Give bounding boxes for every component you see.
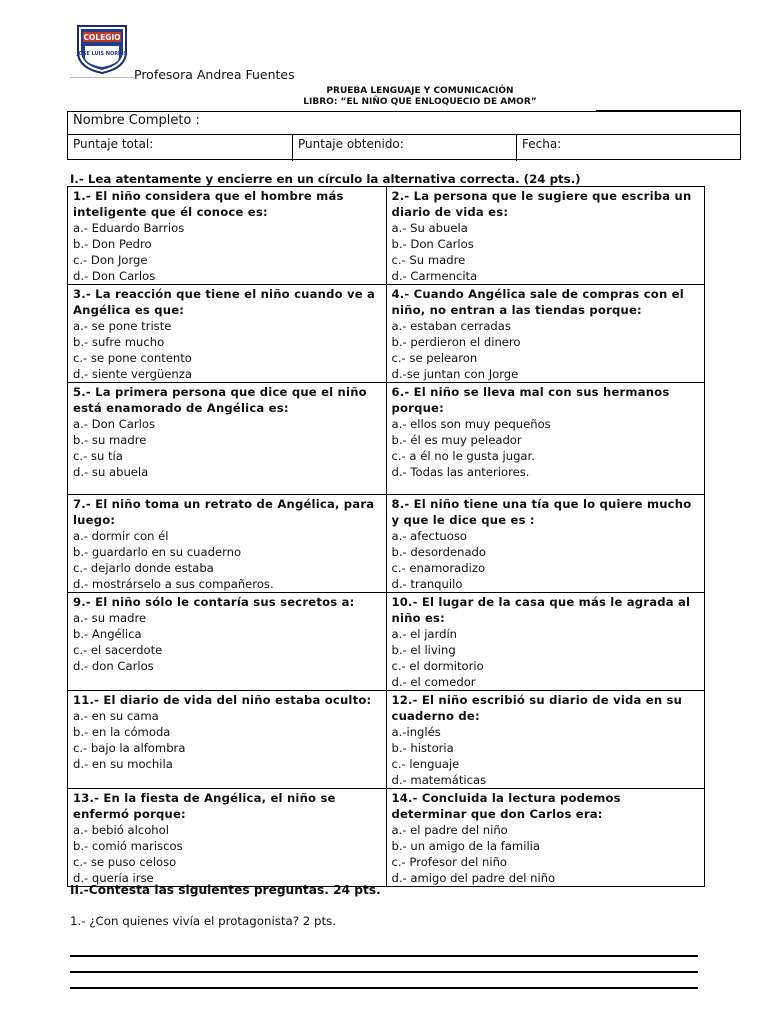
question-text: 7.- El niño toma un retrato de Angélica, para luego: — [73, 497, 375, 527]
answer-option[interactable]: c.- se pelearon — [391, 351, 478, 365]
answer-option[interactable]: d.- el comedor — [391, 675, 476, 689]
answer-option[interactable]: c.- dejarlo donde estaba — [73, 561, 214, 575]
answer-option[interactable]: c.- bajo la alfombra — [73, 741, 186, 755]
answer-option[interactable]: b.- comió mariscos — [73, 839, 183, 853]
question-cell — [68, 383, 387, 495]
answer-option[interactable]: a.- afectuoso — [391, 529, 467, 543]
score-row — [68, 134, 740, 161]
section-1-heading: I.- Lea atentamente y encierre en un círculo la alternativa correcta. (24 pts.) — [70, 172, 581, 186]
answer-option[interactable]: b.- Don Pedro — [73, 237, 152, 251]
answer-option[interactable]: b.- perdieron el dinero — [391, 335, 521, 349]
question-cell — [68, 495, 387, 593]
name-field-label[interactable]: Nombre Completo : — [73, 113, 200, 128]
obtained-score-field[interactable]: Puntaje obtenido: — [292, 135, 516, 161]
answer-line[interactable] — [70, 971, 698, 973]
answer-option[interactable]: b.- el living — [391, 643, 456, 657]
answer-option[interactable]: c.- a él no le gusta jugar. — [391, 449, 535, 463]
answer-option[interactable]: b.- su madre — [73, 433, 147, 447]
question-row — [68, 383, 705, 495]
answer-option[interactable]: d.- Carmencita — [391, 269, 478, 283]
answer-option[interactable]: d.- amigo del padre del niño — [391, 871, 556, 885]
section-2-heading: II.-Contesta las siguientes preguntas. 24 pts. — [70, 883, 381, 897]
teacher-name: Profesora Andrea Fuentes — [134, 67, 295, 82]
question-row — [68, 285, 705, 383]
answer-option[interactable]: c.- enamoradizo — [391, 561, 486, 575]
question-text: 2.- La persona que le sugiere que escriba un diario de vida es: — [391, 189, 692, 219]
answer-option[interactable]: d.- su abuela — [73, 465, 149, 479]
question-cell — [68, 691, 387, 789]
answer-option[interactable]: a.- bebió alcohol — [73, 823, 169, 837]
answer-option[interactable]: a.-inglés — [391, 725, 441, 739]
answer-option[interactable]: d.- don Carlos — [73, 659, 154, 673]
question-cell — [386, 495, 705, 593]
question-text: 14.- Concluida la lectura podemos determinar que don Carlos era: — [391, 791, 621, 821]
question-cell — [68, 789, 387, 887]
answer-option[interactable]: c.- Profesor del niño — [391, 855, 508, 869]
question-text: 1.- El niño considera que el hombre más inteligente que él conoce es: — [73, 189, 344, 219]
book-title: LIBRO: “EL NIÑO QUE ENLOQUECIO DE AMOR” — [303, 97, 537, 107]
answer-option[interactable]: c.- lenguaje — [391, 757, 460, 771]
answer-option[interactable]: d.- en su mochila — [73, 757, 173, 771]
question-cell — [386, 593, 705, 691]
answer-line[interactable] — [70, 955, 698, 957]
question-cell — [68, 187, 387, 285]
question-cell — [386, 187, 705, 285]
answer-option[interactable]: a.- estaban cerradas — [391, 319, 511, 333]
question-row — [68, 691, 705, 789]
questions-table — [67, 186, 705, 887]
question-text: 13.- En la fiesta de Angélica, el niño se enfermó porque: — [73, 791, 336, 821]
question-text: 3.- La reacción que tiene el niño cuando ve a Angélica es que: — [73, 287, 376, 317]
question-row — [68, 187, 705, 285]
question-row — [68, 789, 705, 887]
answer-option[interactable]: d.- siente vergüenza — [73, 367, 192, 381]
answer-option[interactable]: d.- Todas las anteriores. — [391, 465, 530, 479]
answer-option[interactable]: b.- desordenado — [391, 545, 486, 559]
answer-option[interactable]: b.- guardarlo en su cuaderno — [73, 545, 242, 559]
answer-option[interactable]: d.- mostrárselo a sus compañeros. — [73, 577, 274, 591]
answer-option[interactable]: a.- en su cama — [73, 709, 159, 723]
answer-option[interactable]: c.- Su madre — [391, 253, 466, 267]
answer-line[interactable] — [70, 987, 698, 989]
exam-title: PRUEBA LENGUAJE Y COMUNICACIÓN — [326, 86, 514, 96]
answer-option[interactable]: a.- Eduardo Barrios — [73, 221, 185, 235]
answer-option[interactable]: b.- sufre mucho — [73, 335, 165, 349]
question-text: 10.- El lugar de la casa que más le agrada al niño es: — [391, 595, 691, 625]
question-text: 8.- El niño tiene una tía que lo quiere mucho y que le dice que es : — [391, 497, 692, 527]
answer-option[interactable]: a.- se pone triste — [73, 319, 172, 333]
answer-option[interactable]: a.- Don Carlos — [73, 417, 156, 431]
answer-option[interactable]: c.- Don Jorge — [73, 253, 148, 267]
answer-option[interactable]: d.- tranquilo — [391, 577, 463, 591]
date-field[interactable]: Fecha: — [516, 135, 742, 161]
question-cell — [68, 593, 387, 691]
question-text: 6.- El niño se lleva mal con sus hermanos porque: — [391, 385, 670, 415]
answer-option[interactable]: d.-se juntan con Jorge — [391, 367, 519, 381]
answer-option[interactable]: c.- el sacerdote — [73, 643, 163, 657]
answer-option[interactable]: a.- ellos son muy pequeños — [391, 417, 551, 431]
answer-option[interactable]: a.- el jardín — [391, 627, 458, 641]
answer-option[interactable]: d.- matemáticas — [391, 773, 487, 787]
question-row — [68, 593, 705, 691]
question-text: 4.- Cuando Angélica sale de compras con el niño, no entran a las tiendas porque: — [391, 287, 684, 317]
school-logo — [75, 24, 129, 74]
open-question-1: 1.- ¿Con quienes vivía el protagonista? 2 pts. — [70, 914, 337, 928]
answer-option[interactable]: c.- el dormitorio — [391, 659, 484, 673]
answer-option[interactable]: b.- en la cómoda — [73, 725, 171, 739]
answer-option[interactable]: a.- Su abuela — [391, 221, 468, 235]
answer-option[interactable]: b.- historia — [391, 741, 454, 755]
answer-option[interactable]: b.- él es muy peleador — [391, 433, 522, 447]
answer-option[interactable]: b.- Don Carlos — [391, 237, 474, 251]
answer-option[interactable]: c.- se puso celoso — [73, 855, 177, 869]
question-cell — [68, 285, 387, 383]
question-cell — [386, 691, 705, 789]
answer-option[interactable]: a.- su madre — [73, 611, 147, 625]
logo-text: COLEGIO — [83, 33, 121, 42]
question-cell — [386, 383, 705, 495]
question-text: 9.- El niño sólo le contaría sus secretos a: — [73, 595, 355, 609]
answer-option[interactable]: d.- Don Carlos — [73, 269, 156, 283]
question-text: 11.- El diario de vida del niño estaba oculto: — [73, 693, 372, 707]
answer-option[interactable]: b.- un amigo de la familia — [391, 839, 540, 853]
answer-option[interactable]: d.- quería irse — [73, 871, 154, 885]
logo-underline — [70, 77, 134, 78]
total-score-field[interactable]: Puntaje total: — [73, 137, 154, 151]
student-info-box — [67, 111, 741, 160]
answer-option[interactable]: b.- Angélica — [73, 627, 142, 641]
answer-option[interactable]: c.- se pone contento — [73, 351, 192, 365]
answer-option[interactable]: a.- dormir con él — [73, 529, 169, 543]
answer-option[interactable]: a.- el padre del niño — [391, 823, 508, 837]
question-row — [68, 495, 705, 593]
question-cell — [386, 789, 705, 887]
answer-option[interactable]: c.- su tía — [73, 449, 123, 463]
question-cell — [386, 285, 705, 383]
logo-subtext: JOSE LUIS NORRIS — [76, 51, 128, 57]
question-text: 5.- La primera persona que dice que el niño está enamorado de Angélica es: — [73, 385, 367, 415]
question-text: 12.- El niño escribió su diario de vida en su cuaderno de: — [391, 693, 683, 723]
